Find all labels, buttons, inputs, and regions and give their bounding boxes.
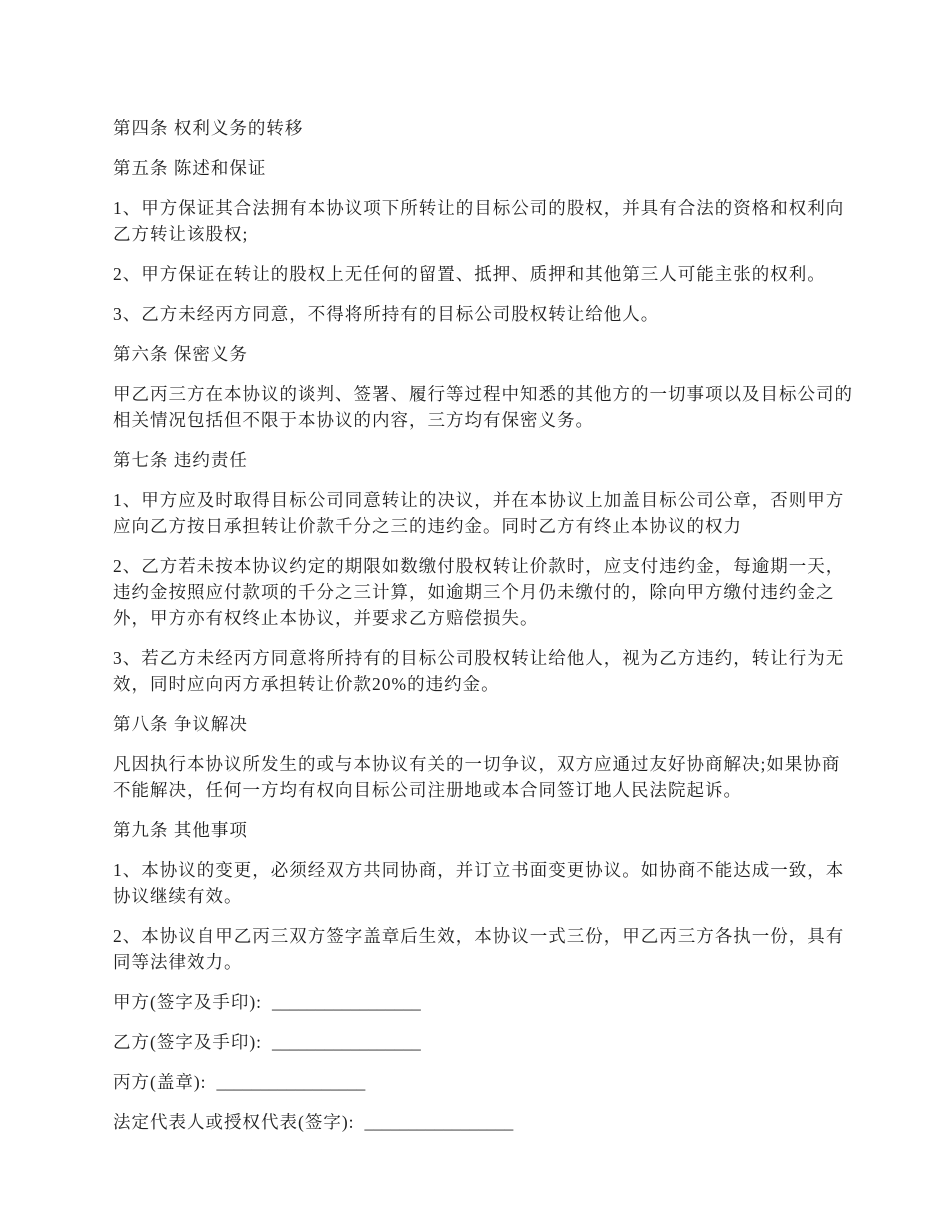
signature-blank-party-c: _________________ [216, 1072, 366, 1092]
signature-row-party-a [113, 989, 855, 1015]
article-9-clause-1: 1、本协议的变更，必须经双方共同协商，并订立书面变更协议。如协商不能达成一致，本协议继续有效。 [113, 860, 845, 906]
article-6-heading: 第六条 保密义务 [113, 344, 248, 364]
signature-row-party-b [113, 1029, 855, 1055]
signature-label-party-b: 乙方(签字及手印): [113, 1032, 263, 1052]
signature-row-legal-representative [113, 1109, 855, 1135]
signature-label-party-c: 丙方(盖章): [113, 1072, 207, 1092]
article-7-clause-1: 1、甲方应及时取得目标公司同意转让的决议，并在本协议上加盖目标公司公章，否则甲方应向乙方按日承担转让价款千分之三的违约金。同时乙方有终止本协议的权力 [113, 490, 845, 536]
article-5-heading: 第五条 陈述和保证 [113, 158, 267, 178]
signature-blank-party-a: _________________ [272, 992, 421, 1012]
article-9-clause-2: 2、本协议自甲乙丙三双方签字盖章后生效，本协议一式三份，甲乙丙三方各执一份，具有同等法律效力。 [113, 926, 845, 972]
article-8-body: 凡因执行本协议所发生的或与本协议有关的一切争议，双方应通过友好协商解决;如果协商不能解决，任何一方均有权向目标公司注册地或本合同签订地人民法院起诉。 [113, 754, 841, 800]
signature-row-party-c [113, 1069, 855, 1095]
article-7-heading: 第七条 违约责任 [113, 450, 248, 470]
article-7-clause-3: 3、若乙方未经丙方同意将所持有的目标公司股权转让给他人，视为乙方违约，转让行为无效，同时应向丙方承担转让价款20%的违约金。 [113, 648, 845, 694]
signature-blank-legal-representative: _________________ [364, 1112, 514, 1132]
article-5-clause-1: 1、甲方保证其合法拥有本协议项下所转让的目标公司的股权，并具有合法的资格和权利向乙方转让该股权; [113, 198, 845, 244]
article-6-body: 甲乙丙三方在本协议的谈判、签署、履行等过程中知悉的其他方的一切事项以及目标公司的相关情况包括但不限于本协议的内容，三方均有保密义务。 [113, 384, 853, 430]
article-4-heading: 第四条 权利义务的转移 [113, 118, 304, 138]
signature-label-party-a: 甲方(签字及手印): [113, 992, 263, 1012]
signature-blank-party-b: _________________ [272, 1032, 421, 1052]
article-9-heading: 第九条 其他事项 [113, 820, 248, 840]
article-5-clause-2: 2、甲方保证在转让的股权上无任何的留置、抵押、质押和其他第三人可能主张的权利。 [113, 264, 826, 284]
signature-label-legal-representative: 法定代表人或授权代表(签字): [113, 1112, 355, 1132]
article-8-heading: 第八条 争议解决 [113, 714, 248, 734]
article-5-clause-3: 3、乙方未经丙方同意，不得将所持有的目标公司股权转让给他人。 [113, 304, 660, 324]
article-7-clause-2: 2、乙方若未按本协议约定的期限如数缴付股权转让价款时，应支付违约金，每逾期一天，违约金按照应付款项的千分之三计算，如逾期三个月仍未缴付的，除向甲方缴付违约金之外，甲方亦有权终止本协议，并要求乙方赔偿损失。 [113, 556, 845, 628]
